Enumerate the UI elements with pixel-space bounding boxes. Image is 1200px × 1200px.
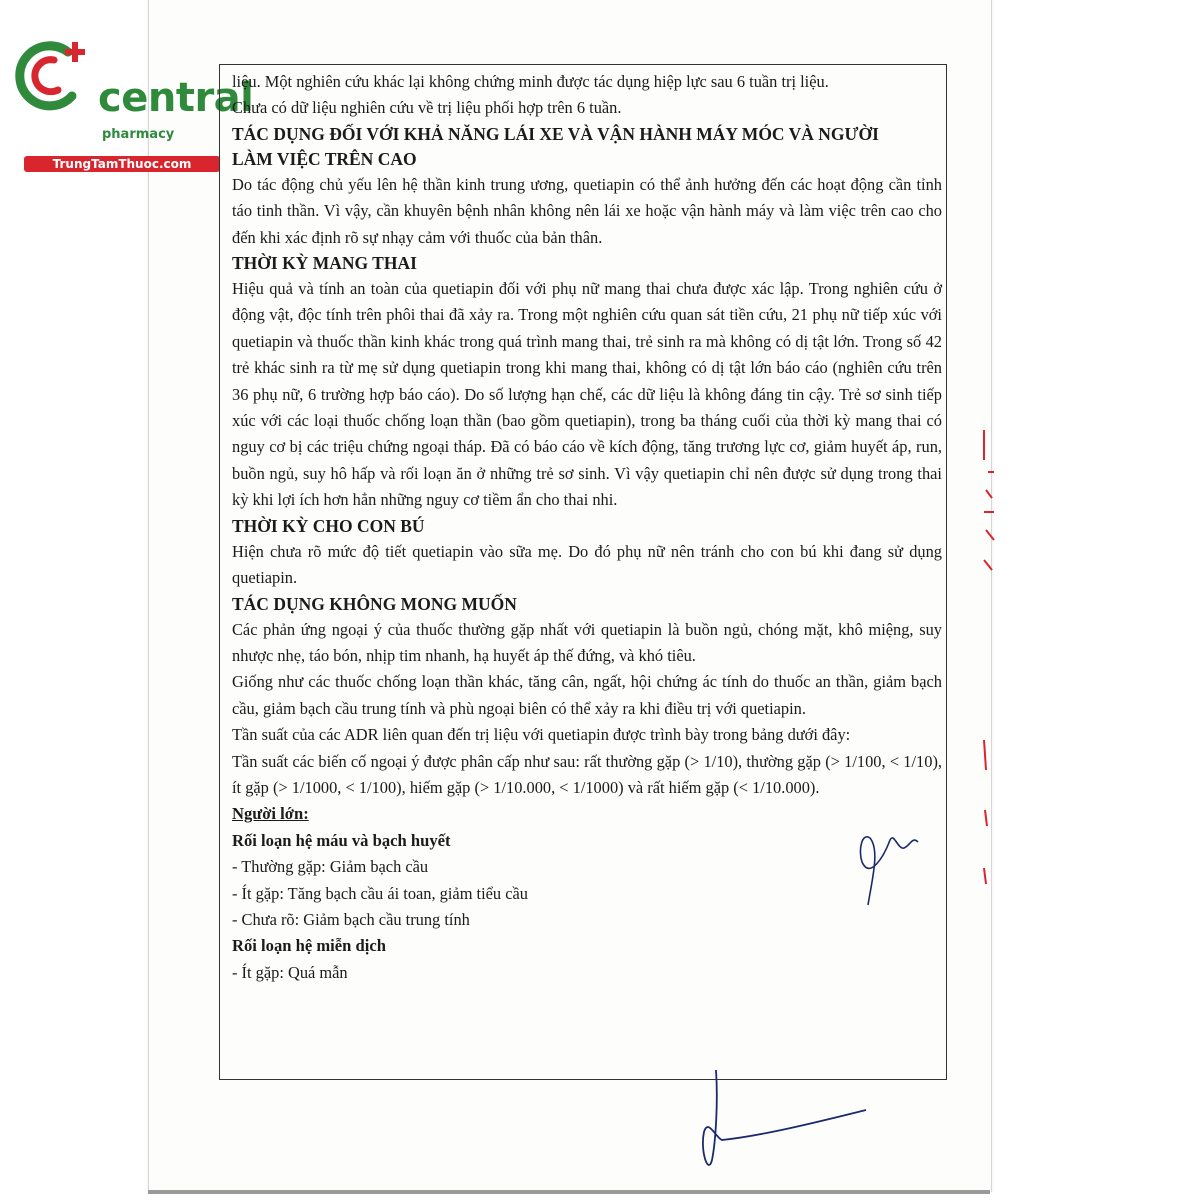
logo-mark-icon bbox=[10, 38, 110, 118]
intro-line-2: Chưa có dữ liệu nghiên cứu về trị liệu phối hợp trên 6 tuần. bbox=[232, 98, 622, 118]
list-item: - Ít gặp: Quá mẫn bbox=[232, 962, 348, 982]
list-item: - Thường gặp: Giảm bạch cầu bbox=[232, 857, 429, 877]
blood-disorders-title: Rối loạn hệ máu và bạch huyết bbox=[232, 830, 451, 850]
section-title-driving-2: LÀM VIỆC TRÊN CAO bbox=[232, 148, 417, 169]
adverse-paragraph-2: Giống như các thuốc chống loạn thần khác, tăng cân, ngất, hội chứng ác tính do thuốc an thần, giảm bạch cầu, giảm bạch cầu trung tính và phù ngoại biên có thể xảy ra khi điều trị với quetiapin. bbox=[232, 672, 942, 718]
section-title-pregnancy: THỜI KỲ MANG THAI bbox=[232, 253, 417, 274]
adverse-paragraph-3: Tần suất của các ADR liên quan đến trị liệu với quetiapin được trình bày trong bảng dưới đây: bbox=[232, 725, 851, 745]
logo-site-banner: TrungTamThuoc.com bbox=[24, 156, 220, 172]
adults-label: Người lớn: bbox=[232, 804, 309, 824]
document-frame bbox=[219, 64, 947, 1080]
section-title-driving-1: TÁC DỤNG ĐỐI VỚI KHẢ NĂNG LÁI XE VÀ VẬN HÀNH MÁY MÓC VÀ NGƯỜI bbox=[232, 123, 879, 144]
section-title-breastfeeding: THỜI KỲ CHO CON BÚ bbox=[232, 515, 425, 536]
pregnancy-text: Hiệu quả và tính an toàn của quetiapin đối với phụ nữ mang thai chưa được xác lập. Trong nghiên cứu ở động vật, độc tính trên phôi thai đã xảy ra. Trong một nghiên cứu quan sát tiền cứu, 21 phụ nữ tiếp xúc với quetiapin và thuốc thần kinh khác trong quá trình mang thai, trẻ sinh ra mà không có dị tật lớn. Trong số 42 trẻ khác sinh ra từ mẹ sử dụng quetiapin trong khi mang thai, không có dị tật lớn báo cáo (nghiên cứu trên 36 phụ nữ, 6 trường hợp báo cáo). Do số lượng hạn chế, các dữ liệu là không đáng tin cậy. Trẻ sơ sinh tiếp xúc với các loại thuốc chống loạn thần (bao gồm quetiapin), trong ba tháng cuối của thời kỳ mang thai có nguy cơ bị các triệu chứng ngoại tháp. Đã có báo cáo về kích động, tăng trương lực cơ, giảm huyết áp, run, buồn ngủ, suy hô hấp và rối loạn ăn ở những trẻ sơ sinh. Vì vậy quetiapin chỉ nên được sử dụng trong thai kỳ khi lợi ích hơn hẳn những nguy cơ tiềm ẩn cho thai nhi. bbox=[232, 279, 942, 510]
central-pharmacy-logo bbox=[10, 38, 254, 171]
driving-text: Do tác động chủ yếu lên hệ thần kinh trung ương, quetiapin có thể ảnh hưởng đến các hoạt động cần tỉnh táo tinh thần. Vì vậy, cần khuyên bệnh nhân không nên lái xe hoặc vận hành máy và làm việc trên cao cho đến khi xác định rõ sự nhạy cảm với thuốc của bản thân. bbox=[232, 174, 942, 247]
immune-disorders-title: Rối loạn hệ miễn dịch bbox=[232, 936, 386, 956]
breastfeeding-text: Hiện chưa rõ mức độ tiết quetiapin vào sữa mẹ. Do đó phụ nữ nên tránh cho con bú khi đang sử dụng quetiapin. bbox=[232, 541, 942, 588]
adverse-paragraph-1: Các phản ứng ngoại ý của thuốc thường gặp nhất với quetiapin là buồn ngủ, chóng mặt, khô miệng, suy nhược nhẹ, táo bón, nhịp tim nhanh, hạ huyết áp thế đứng, và khó tiêu. bbox=[232, 619, 942, 665]
intro-line-1: liệu. Một nghiên cứu khác lại không chứng minh được tác dụng hiệp lực sau 6 tuần trị liệu. bbox=[232, 72, 829, 91]
logo-brand: central bbox=[98, 75, 254, 121]
list-item: - Ít gặp: Tăng bạch cầu ái toan, giảm tiểu cầu bbox=[232, 883, 528, 903]
adverse-paragraph-4: Tần suất các biến cố ngoại ý được phân cấp như sau: rất thường gặp (> 1/10), thường gặp (> 1/100, < 1/10), ít gặp (> 1/1000, < 1/100), hiếm gặp (> 1/10.000, < 1/1000) và rất hiếm gặp (< 1/10.000). bbox=[232, 751, 942, 797]
section-title-adverse-effects: TÁC DỤNG KHÔNG MONG MUỐN bbox=[232, 593, 517, 614]
red-stamp-fragment bbox=[978, 420, 1002, 620]
page-bottom-edge bbox=[148, 1190, 990, 1194]
list-item: - Chưa rõ: Giảm bạch cầu trung tính bbox=[232, 909, 470, 929]
logo-subtitle: pharmacy bbox=[102, 127, 175, 142]
